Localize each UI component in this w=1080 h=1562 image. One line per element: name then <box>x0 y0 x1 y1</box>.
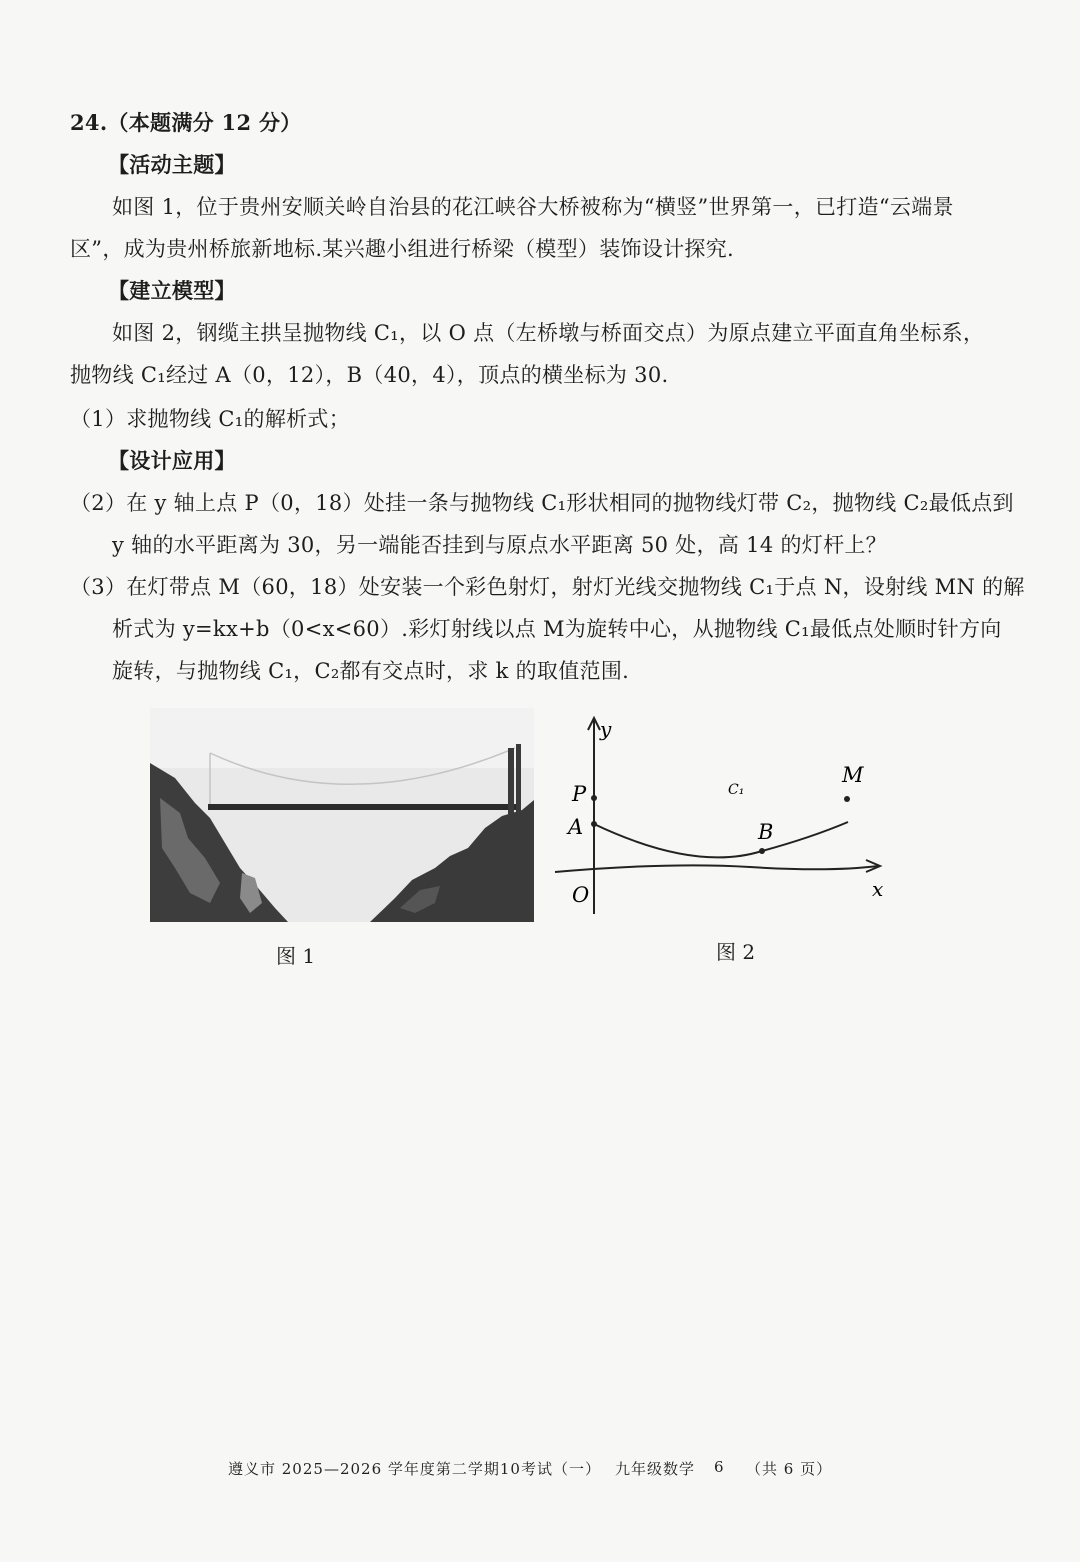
footer-page-number: 6 <box>714 1458 725 1476</box>
figure2-caption: 图 2 <box>716 940 756 964</box>
footer-exam-name: 遵义市 2025—2026 学年度第二学期10考试（一） <box>228 1460 601 1478</box>
part2-text-line2: y 轴的水平距离为 30，另一端能否挂到与原点水平距离 50 处，高 14 的灯杆上？ <box>112 533 887 557</box>
part2-text-line1: （2）在 y 轴上点 P（0，18）处挂一条与抛物线 C₁形状相同的抛物线灯带 C₂，抛物线 C₂最低点到 <box>70 491 1014 515</box>
figure1-bridge-photo <box>150 708 534 922</box>
part3-text-line2: 析式为 y=kx+b（0<x<60）.彩灯射线以点 M为旋转中心，从抛物线 C₁最低点处顺时针方向 <box>112 617 1002 641</box>
model-text-line2: 抛物线 C₁经过 A（0，12），B（40，4），顶点的横坐标为 30. <box>70 363 669 387</box>
activity-text-line1: 如图 1，位于贵州安顺关岭自治县的花江峡谷大桥被称为“横竖”世界第一，已打造“云端景 <box>112 195 954 219</box>
label-p: P <box>572 782 587 806</box>
label-a: A <box>568 815 584 839</box>
point-m <box>844 796 850 802</box>
footer-page-total: （共 6 页） <box>746 1460 833 1478</box>
footer-subject: 九年级数学 <box>615 1460 696 1478</box>
label-o: O <box>572 883 590 907</box>
activity-text-line2: 区”，成为贵州桥旅新地标.某兴趣小组进行桥梁（模型）装饰设计探究. <box>70 237 734 261</box>
part1-text: （1）求抛物线 C₁的解析式； <box>70 407 351 431</box>
section-activity-heading: 【活动主题】 <box>108 152 236 177</box>
section-model-heading: 【建立模型】 <box>108 278 236 303</box>
question-header: 24.（本题满分 12 分） <box>70 110 302 135</box>
label-b: B <box>758 820 774 844</box>
label-y: y <box>600 717 612 741</box>
section-design-heading: 【设计应用】 <box>108 448 236 473</box>
point-a <box>591 821 597 827</box>
figure2-coordinate-diagram <box>550 712 900 922</box>
model-text-line1: 如图 2，钢缆主拱呈抛物线 C₁，以 O 点（左桥墩与桥面交点）为原点建立平面直角坐标系， <box>112 321 985 345</box>
x-axis <box>555 865 878 872</box>
point-b <box>759 848 765 854</box>
label-x: x <box>872 877 884 901</box>
label-c1: C₁ <box>728 782 745 798</box>
label-m: M <box>842 763 864 787</box>
figure1-caption: 图 1 <box>276 944 316 968</box>
parabola-c1 <box>594 822 848 857</box>
part3-text-line3: 旋转，与抛物线 C₁，C₂都有交点时，求 k 的取值范围. <box>112 659 630 683</box>
point-p <box>591 795 597 801</box>
part3-text-line1: （3）在灯带点 M（60，18）处安装一个彩色射灯，射灯光线交抛物线 C₁于点 N，设射线 MN 的解 <box>70 575 1025 599</box>
